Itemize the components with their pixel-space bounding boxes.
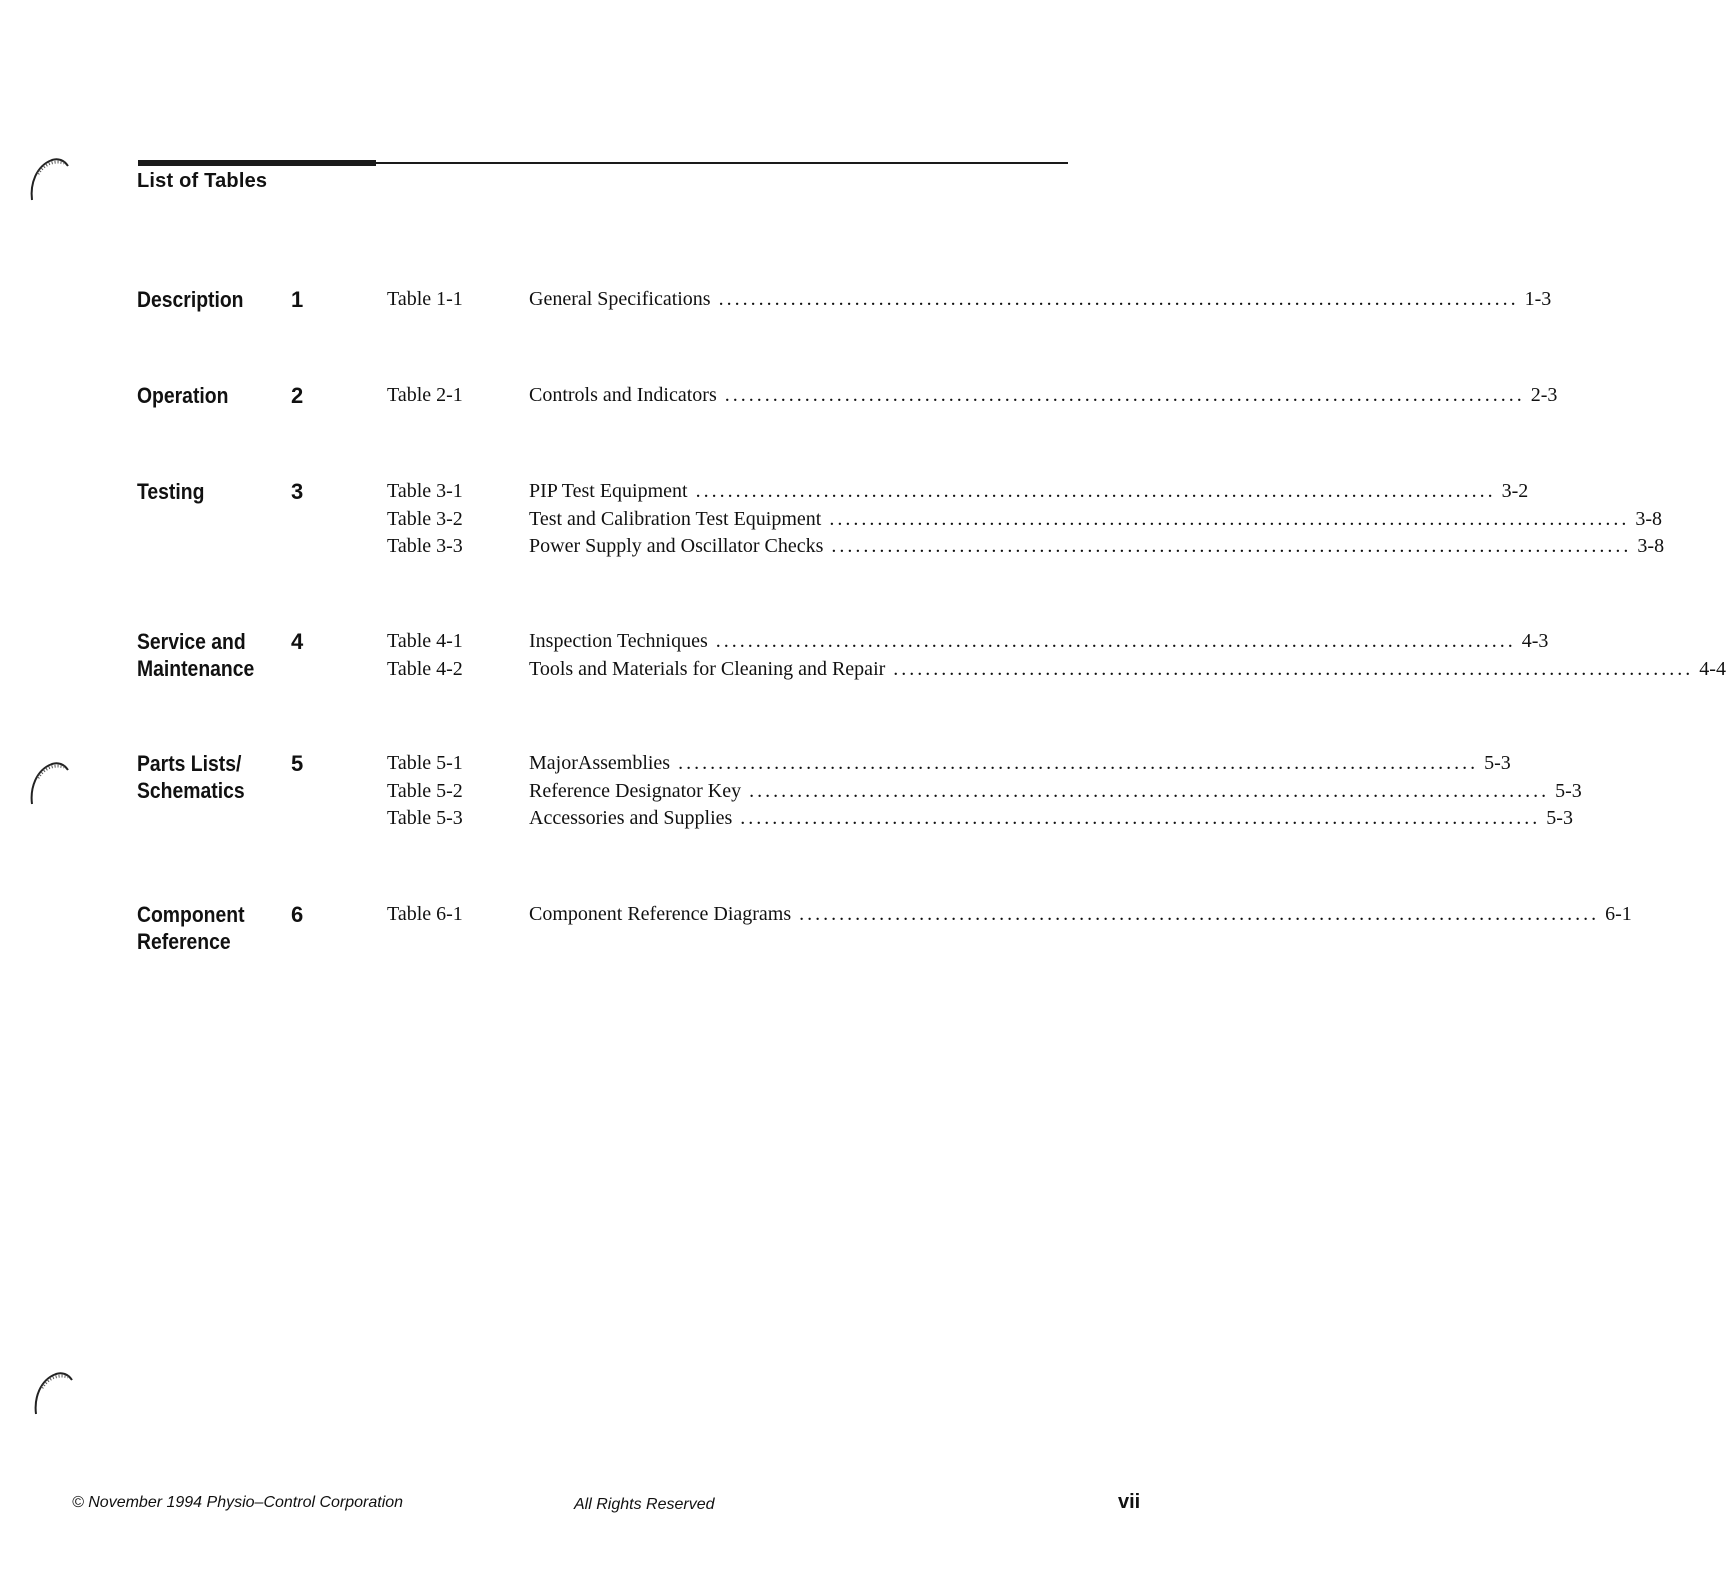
table-title: MajorAssemblies [529,752,671,774]
table-title: Reference Designator Key [529,779,742,802]
punch-hole-mark-middle [26,758,72,808]
page-ref: 1-3 [1524,288,1552,310]
section-name: Service and Maintenance [137,629,255,681]
footer-rights: All Rights Reserved [574,1496,715,1513]
table-entry[interactable] [387,805,1573,833]
page-ref: 3-8 [1637,535,1665,557]
table-id: Table 1-1 [387,288,463,310]
section-number: 5 [291,751,304,776]
dot-leader: .................................................................................................... [749,779,1550,802]
table-entry[interactable] [387,750,1511,778]
table-entry[interactable] [387,533,1665,561]
table-list [387,382,1558,410]
dot-leader: .................................................................................................... [893,657,1694,680]
table-entry[interactable] [387,506,1663,534]
table-id: Table 3-2 [387,507,463,530]
page-title: List of Tables [137,170,268,192]
table-id: Table 3-1 [387,480,463,502]
table-entry[interactable] [387,628,1549,656]
table-id: Table 4-2 [387,657,463,680]
table-title: Tools and Materials for Cleaning and Repair [529,657,886,680]
dot-leader: .................................................................................................... [724,384,1525,406]
table-title: Controls and Indicators [529,384,717,406]
table-id: Table 3-3 [387,535,463,557]
section-number: 6 [291,902,304,927]
punch-hole-mark-bottom [30,1368,76,1418]
table-title: Accessories and Supplies [529,807,733,829]
table-entry[interactable] [387,778,1582,806]
header-rule-accent [138,160,376,166]
table-id: Table 5-1 [387,752,463,774]
dot-leader: .................................................................................................... [740,807,1541,829]
section-number: 2 [291,383,304,408]
table-list [387,901,1632,929]
page-ref: 5-3 [1546,807,1573,829]
table-entry[interactable] [387,901,1632,929]
table-title: Inspection Techniques [529,630,708,652]
section-name: Parts Lists/ Schematics [137,751,245,803]
table-title: General Specifications [529,288,711,310]
section-name: Operation [137,383,229,408]
dot-leader: .................................................................................................... [831,535,1632,557]
punch-hole-mark-top [26,154,72,204]
table-entry[interactable] [387,382,1558,410]
page-ref: 3-2 [1501,480,1529,502]
section-number: 3 [291,479,304,504]
page-ref: 2-3 [1530,384,1558,406]
section-number: 4 [291,629,304,654]
dot-leader: .................................................................................................... [829,507,1630,530]
dot-leader: .................................................................................................... [678,752,1479,774]
table-title: Power Supply and Oscillator Checks [529,535,824,557]
page-ref: 6-1 [1605,903,1632,925]
dot-leader: .................................................................................................... [715,630,1516,652]
footer-copyright: © November 1994 Physio–Control Corporation [72,1494,404,1511]
table-id: Table 5-2 [387,779,463,802]
page-ref: 5-3 [1484,752,1511,774]
table-id: Table 6-1 [387,903,463,925]
section-name: Component Reference [137,902,245,954]
dot-leader: .................................................................................................... [799,903,1600,925]
table-id: Table 2-1 [387,384,463,406]
table-entry[interactable] [387,286,1552,314]
page-ref: 4-3 [1521,630,1549,652]
page-number: vii [1118,1491,1141,1513]
page-ref: 5-3 [1555,779,1582,802]
table-list [387,750,1582,833]
table-title: Test and Calibration Test Equipment [529,507,822,530]
page-ref: 3-8 [1635,507,1663,530]
table-list [387,628,1726,683]
table-title: PIP Test Equipment [529,480,688,502]
table-entry[interactable] [387,478,1529,506]
page-ref: 4-4 [1699,657,1726,680]
table-id: Table 5-3 [387,807,463,829]
table-list [387,286,1552,314]
section-number: 1 [291,287,304,312]
section-name: Testing [137,479,205,504]
section-name: Description [137,287,244,312]
table-id: Table 4-1 [387,630,463,652]
table-list [387,478,1665,561]
table-title: Component Reference Diagrams [529,903,792,925]
dot-leader: .................................................................................................... [695,480,1496,502]
table-entry[interactable] [387,656,1726,684]
dot-leader: .................................................................................................... [718,288,1519,310]
